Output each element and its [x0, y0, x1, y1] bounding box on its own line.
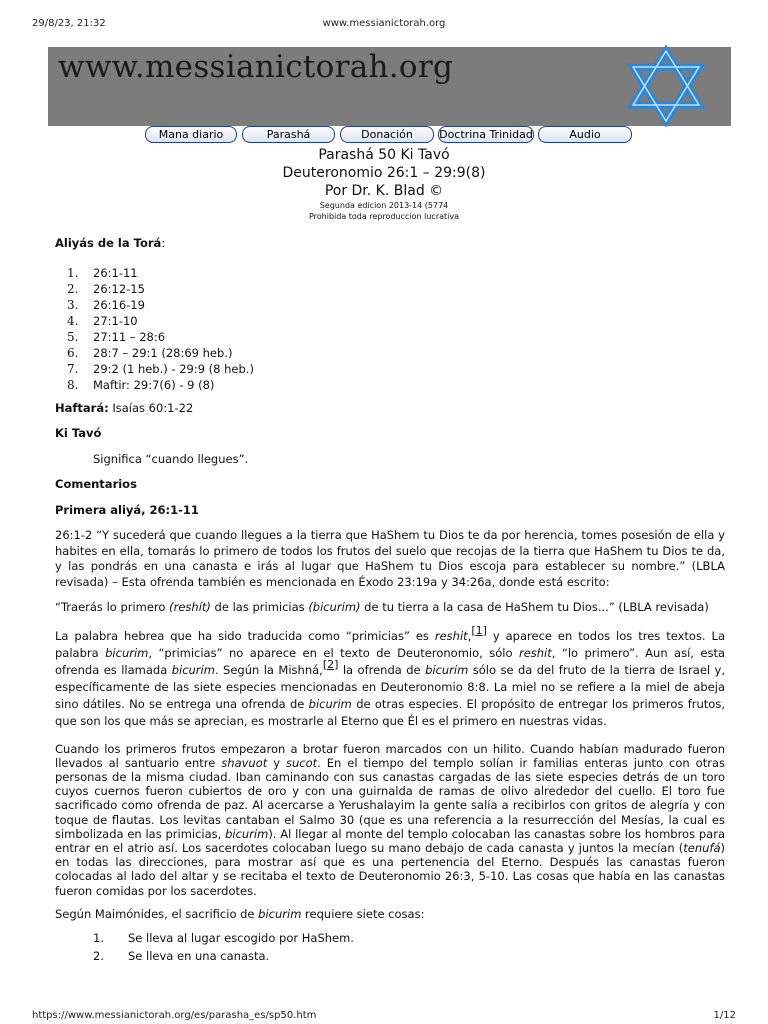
paragraph-maimonides: Según Maimónides, el sacrificio de bicurim requiere siete cosas:	[55, 906, 425, 921]
site-banner	[48, 47, 731, 126]
list-item: 8. Maftir: 29:7(6) - 9 (8)	[67, 377, 215, 392]
list-item: 7. 29:2 (1 heb.) - 29:9 (8 heb.)	[67, 361, 254, 376]
list-item: 1. Se lleva al lugar escogido por HaShem.	[93, 931, 354, 946]
paragraph-primicias: La palabra hebrea que ha sido traducida como “primicias” es reshit,[1] y aparece en todos los tres textos. La palabra bicurim, “primicias” no aparece en el texto de Deuteronomio, sólo reshit, “lo primero”. Aun así, esta ofrenda es llamada bicurim. Según la Mishná,[2] la ofrenda de bicurim sólo se da del fruto de la tierra de Israel y, específicamente de las siete especies mencionadas en Deuteronomio 8:8. La miel no se refiere a la miel de abeja sino dátiles. No se entrega una ofrenda de bicurim de otras especies. El propósito de entregar los primeros frutos, que son los que más se aprecian, es mostrarle al Eterno que Él es el primero en nuestras vidas.	[55, 623, 726, 728]
scripture-range: Deuteronomio 26:1 – 29:9(8)	[282, 165, 486, 181]
copyright-notice: Prohibida toda reproduccion lucrativa	[308, 212, 460, 221]
page-title: Parashá 50 Ki Tavó	[318, 147, 450, 163]
list-item: 2. 26:12-15	[67, 281, 145, 296]
print-datetime: 29/8/23, 21:32	[32, 18, 106, 29]
nav-doctrina-trinidad[interactable]: Doctrina Trinidad	[439, 128, 533, 141]
page-number: 1/12	[713, 1010, 736, 1021]
maimonides-list	[55, 931, 725, 967]
page-title-block	[0, 146, 768, 222]
list-item: 5. 27:11 – 28:6	[67, 329, 166, 344]
nav-donacion[interactable]: Donación	[340, 126, 434, 143]
section-heading-primera-aliya: Primera aliyá, 26:1-11	[55, 502, 199, 517]
list-item: 3. 26:16-19	[67, 297, 145, 312]
ki-tavo-meaning: Significa “cuando llegues”.	[93, 451, 249, 466]
nav-audio[interactable]: Audio	[538, 126, 632, 143]
site-name[interactable]: www.messianictorah.org	[58, 49, 454, 85]
main-nav	[145, 126, 635, 143]
aliyot-list	[55, 266, 725, 394]
footnote-link-2[interactable]: [2]	[322, 657, 339, 671]
section-heading-comentarios: Comentarios	[55, 477, 137, 491]
nav-parasha[interactable]: Parashá	[242, 126, 335, 143]
star-of-david-icon	[626, 45, 706, 127]
edition-note: Segunda edicion 2013-14 (5774	[319, 201, 449, 210]
nav-mana-diario[interactable]: Mana diario	[145, 126, 237, 143]
list-item: 6. 28:7 – 29:1 (28:69 heb.)	[67, 345, 233, 360]
article-body	[55, 236, 725, 967]
paragraph-intro: 26:1-2 “Y sucederá que cuando llegues a la tierra que HaShem tu Dios te da por herencia, tomes posesión de ella y habites en ella, tomarás lo primero de todos los frutos del suelo que recojas de la tierra que HaShem tu Dios te da, y las pondrás en una canasta e irás al lugar que HaShem tu Dios escoja para establecer su nombre.” (LBLA revisada) – Esta ofrenda también es mencionada en Éxodo 23:19a y 34:26a, donde está escrito:	[55, 528, 725, 589]
print-url: www.messianictorah.org	[322, 18, 446, 29]
footnote-link-1[interactable]: [1]	[471, 623, 487, 637]
paragraph-primeros-frutos: Cuando los primeros frutos empezaron a brotar fueron marcados con un hilito. Cuando habían madurado fueron llevados al santuario entre shavuot y sucot. En el tiempo del templo solían ir familias enteras junto con otras personas de la misma ciudad. Iban caminando con sus canastas cargadas de las siete especies detrás de un toro cuyos cuernos fueron cubiertos de oro y con una guirnalda de ramas de olivo alrededor del cuello. El toro fue sacrificado como ofrenda de paz. Al acercarse a Yerushalayim la gente salía a recibirlos con gritos de alegría y con toque de flautas. Los levitas cantaban el Salmo 30 (que es una referencia a la resurrección del Mesías, la cual es simbolizada en las primicias, bicurim). Al llegar al monte del templo colocaban las canastas sobre los hombros para entrar en el atrio así. Los sacerdotes colocaban luego su mano debajo de cada canasta y juntos la mecían (tenufá) en todas las direcciones, para mostrar así que es una pertenencia del Eterno. Después las canastas fueron colocadas al lado del altar y se recitaba el texto de Deuteronomio 26:3, 5-10. Las cosas que había en las canastas fueron comidas por los sacerdotes.	[55, 741, 725, 898]
quote-exodo: “Traerás lo primero (reshít) de las primicias (bicurim) de tu tierra a la casa de HaShem tu Dios...” (LBLA revisada)	[55, 600, 709, 614]
author-line: Por Dr. K. Blad ©	[324, 183, 444, 199]
haftara-line: Haftará: Isaías 60:1-22	[55, 400, 194, 415]
list-item: 1. 26:1-11	[67, 265, 138, 280]
section-heading-ki-tavo: Ki Tavó	[55, 426, 102, 440]
print-footer-url: https://www.messianictorah.org/es/parasha_es/sp50.htm	[32, 1010, 317, 1021]
list-item: 4. 27:1-10	[67, 313, 138, 328]
aliyot-heading: Aliyás de la Torá:	[55, 236, 166, 250]
list-item: 2. Se lleva en una canasta.	[93, 949, 270, 964]
